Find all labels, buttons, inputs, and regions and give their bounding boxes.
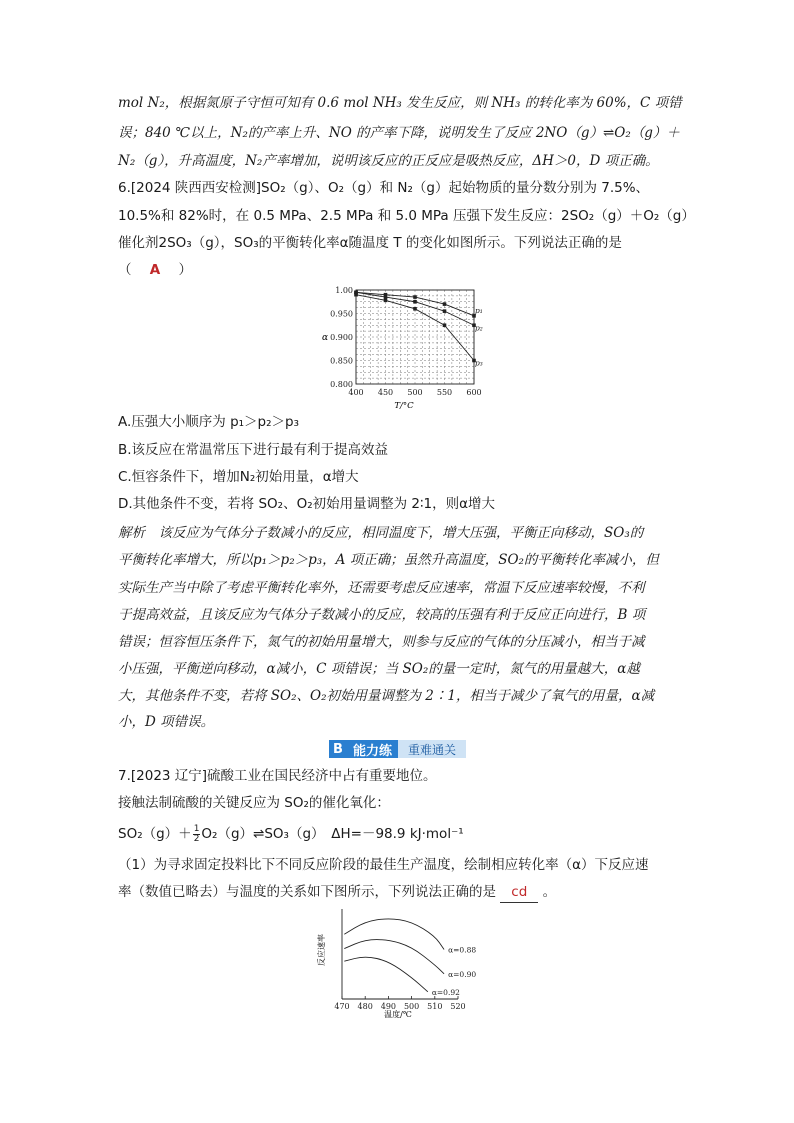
y-tick-label: 1.00: [335, 286, 353, 295]
series-label-2: p₂: [475, 323, 483, 333]
q6-answer-line: [118, 260, 678, 280]
q7-sub1-answer: cd: [500, 882, 538, 903]
series-label-1: p₁: [475, 305, 483, 315]
data-point: [413, 295, 417, 299]
section-banner: [329, 739, 466, 759]
q6-stem-line-3: 催化剂2SO₃（g），SO₃的平衡转化率α随温度 T 的变化如图所示。下列说法正确的是: [118, 235, 622, 251]
curve-label-3: α=0.92: [431, 987, 460, 997]
curve-label-2: α=0.90: [448, 969, 477, 979]
rate-curve-2: [344, 940, 444, 974]
chart2-axes: [342, 909, 458, 999]
q6-answer: A: [149, 262, 161, 278]
chart1-series: [354, 291, 483, 368]
y-tick-label: 0.850: [330, 356, 353, 366]
q6-option-d: D.其他条件不变，若将 SO₂、O₂初始用量调整为 2∶1，则α增大: [118, 496, 496, 512]
data-point: [443, 309, 447, 313]
q7-sub1-line-2: [118, 882, 678, 903]
x-tick-label: 470: [334, 1002, 350, 1011]
q6-analysis-line-2: 平衡转化率增大，所以p₁＞p₂＞p₃，A 项正确；虽然升高温度，SO₂的平衡转化率减小，但: [118, 552, 659, 568]
x-tick-label: 480: [357, 1002, 373, 1011]
data-point: [354, 293, 358, 297]
rate-curve-3: [344, 957, 428, 992]
q6-analysis-line-1: 解析 该反应为气体分子数减小的反应，相同温度下，增大压强，平衡正向移动，SO₃的: [118, 525, 644, 541]
chart1-tick-labels: [330, 286, 482, 397]
prev-analysis-line-2: 误；840 ℃以上，N₂的产率上升、NO 的产率下降，说明发生了反应 2NO（g）⇌O₂（g）＋: [118, 125, 680, 141]
rate-temperature-chart: [310, 903, 477, 1021]
x-tick-label: 520: [450, 1002, 466, 1011]
data-point: [384, 299, 388, 303]
q6-option-c: C.恒容条件下，增加N₂初始用量，α增大: [118, 469, 359, 485]
q7-sub1-line-1: （1）为寻求固定投料比下不同反应阶段的最佳生产温度，绘制相应转化率（α）下反应速: [118, 857, 649, 873]
section-subtitle: 重难通关: [398, 740, 466, 758]
chart2-x-axis-label: 温度/℃: [384, 1010, 412, 1019]
chart1-grid: [356, 290, 474, 384]
x-tick-label: 550: [436, 388, 453, 397]
chart2-y-axis-label: 反应速率: [317, 934, 326, 966]
q6-analysis-line-6: 小压强，平衡逆向移动，α减小，C 项错误；当 SO₂的量一定时，氮气的用量越大，α越: [118, 661, 640, 677]
q7-stem-line-1: 7.[2023 辽宁]硫酸工业在国民经济中占有重要地位。: [118, 768, 437, 784]
q7-eq-right: O₂（g）⇌SO₃（g） ΔH=－98.9 kJ·mol⁻¹: [201, 826, 464, 842]
q6-option-a: A.压强大小顺序为 p₁＞p₂＞p₃: [118, 414, 300, 430]
x-tick-label: 510: [427, 1002, 443, 1011]
data-point: [384, 295, 388, 299]
x-tick-label: 490: [380, 1002, 397, 1011]
x-tick-label: 500: [403, 1002, 420, 1011]
chart1-x-axis-label: T/°C: [394, 401, 414, 411]
conversion-chart: [318, 280, 488, 412]
y-tick-label: 0.800: [330, 380, 353, 389]
y-tick-label: 0.900: [330, 333, 353, 342]
data-point: [413, 307, 417, 311]
q7-sub1-text: 率（数值已略去）与温度的关系如下图所示，下列说法正确的是: [118, 884, 496, 900]
curve-label-1: α=0.88: [448, 945, 477, 955]
x-tick-label: 600: [466, 388, 482, 397]
q7-equation: [118, 824, 678, 844]
section-badge: B: [329, 740, 347, 758]
q6-analysis-line-4: 于提高效益，且该反应为气体分子数减小的反应，较高的压强有利于反应正向进行，B 项: [118, 607, 646, 623]
data-point: [413, 300, 417, 304]
q6-analysis-line-7: 大，其他条件不变，若将 SO₂、O₂初始用量调整为 2∶1，相当于减少了氧气的用量，α减: [118, 688, 655, 704]
chart1-y-axis-label: α: [322, 333, 329, 343]
prev-analysis-line-1: mol N₂，根据氮原子守恒可知有 0.6 mol NH₃ 发生反应，则 NH₃ 的转化率为 60%，C 项错: [118, 95, 682, 111]
section-title: 能力练: [347, 740, 398, 758]
data-point: [443, 323, 447, 327]
data-point: [443, 302, 447, 306]
q6-stem-line-1: 6.[2024 陕西西安检测]SO₂（g）、O₂（g）和 N₂（g）起始物质的量分数分别为 7.5%、: [118, 180, 650, 196]
q7-sub1-end: 。: [542, 884, 557, 900]
q7-fraction: [193, 825, 201, 844]
series-label-3: p₃: [475, 358, 483, 368]
q7-eq-left: SO₂（g）＋: [118, 826, 192, 842]
q6-analysis-line-8: 小，D 项错误。: [118, 714, 215, 730]
q6-paren-close: ）: [178, 262, 193, 278]
x-tick-label: 500: [407, 388, 423, 397]
q6-paren-open: （: [118, 262, 132, 278]
q7-fraction-num: 1: [193, 823, 200, 834]
q7-fraction-den: 2: [193, 833, 200, 844]
q7-stem-line-2: 接触法制硫酸的关键反应为 SO₂的催化氧化：: [118, 795, 390, 811]
q6-stem-line-2: 10.5%和 82%时，在 0.5 MPa、2.5 MPa 和 5.0 MPa 压强下发生反应：2SO₂（g）＋O₂（g）: [118, 208, 695, 224]
rate-curve-1: [344, 919, 444, 950]
q6-analysis-line-3: 实际生产当中除了考虑平衡转化率外，还需要考虑反应速率，常温下反应速率较慢，不利: [118, 580, 645, 596]
x-tick-label: 450: [377, 388, 394, 397]
prev-analysis-line-3: N₂（g），升高温度，N₂产率增加，说明该反应的正反应是吸热反应，ΔH＞0，D 项正确。: [118, 153, 659, 169]
q6-analysis-line-5: 错误；恒容恒压条件下，氮气的初始用量增大，则参与反应的气体的分压减小，相当于减: [118, 634, 645, 650]
chart2-series: [344, 919, 476, 997]
q6-option-b: B.该反应在常温常压下进行最有利于提高效益: [118, 442, 389, 458]
x-tick-label: 400: [348, 388, 364, 397]
y-tick-label: 0.950: [330, 309, 353, 319]
